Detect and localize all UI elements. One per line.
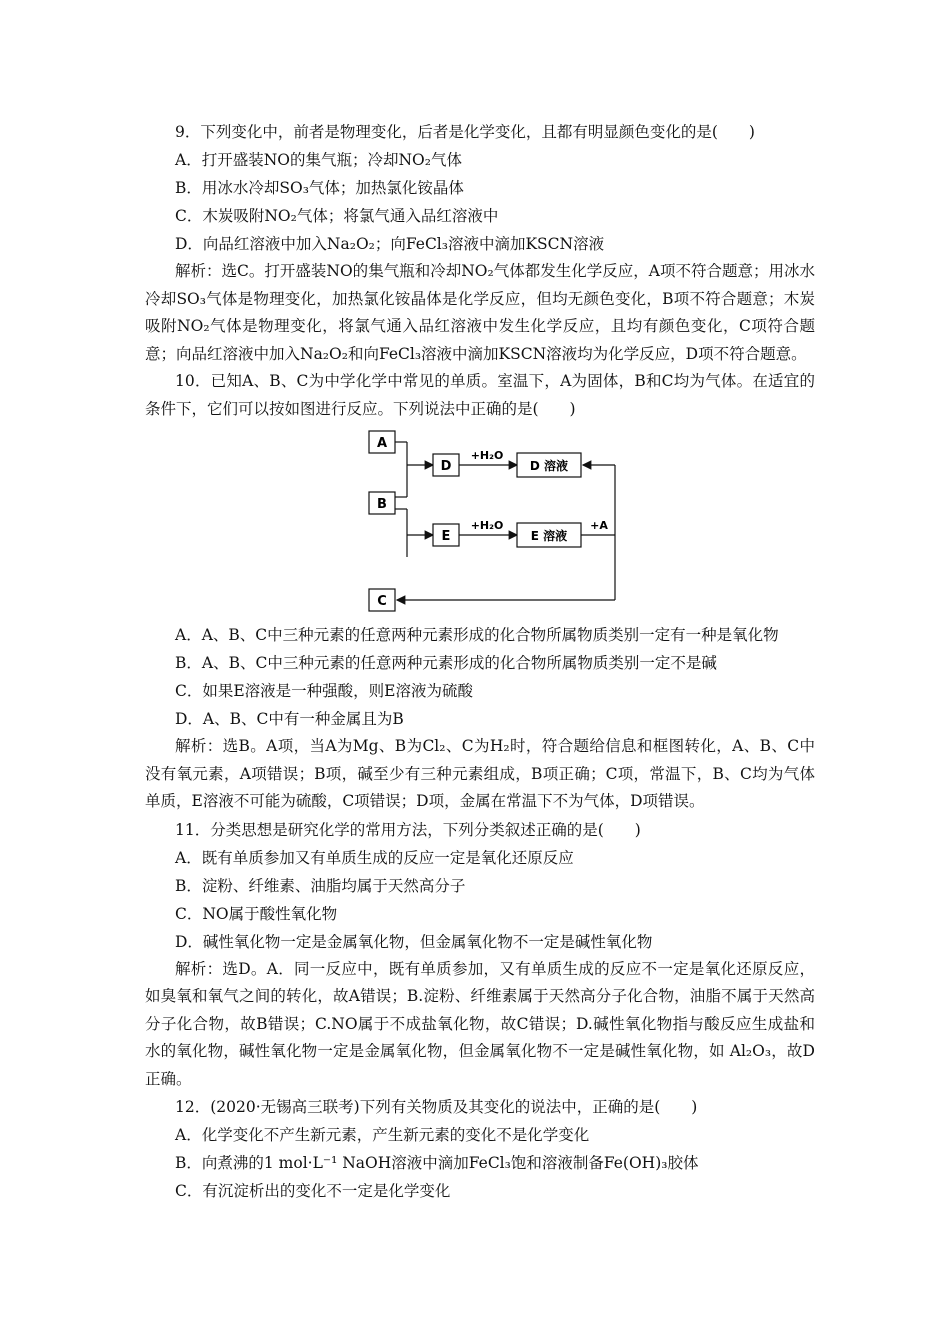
q10-option-a: A．A、B、C中三种元素的任意两种元素形成的化合物所属物质类别一定有一种是氧化物 xyxy=(175,626,779,644)
q9-option-c: C．木炭吸附NO₂气体；将氯气通入品红溶液中 xyxy=(175,207,499,225)
q10-option-b: B．A、B、C中三种元素的任意两种元素形成的化合物所属物质类别一定不是碱 xyxy=(175,654,717,672)
box-c-label: C xyxy=(377,594,387,609)
q10-option-d: D．A、B、C中有一种金属且为B xyxy=(175,710,404,728)
q12-option-b: B．向煮沸的1 mol·L⁻¹ NaOH溶液中滴加FeCl₃饱和溶液制备Fe(OH)₃胶体 xyxy=(175,1154,699,1172)
box-e-solution-label: E 溶液 xyxy=(530,529,568,543)
reaction-flowchart xyxy=(367,429,627,614)
q10-analysis: 解析：选B。A项，当A为Mg、B为Cl₂、C为H₂时，符合题给信息和框图转化，A、B、C中没有氧元素，A项错误；B项，碱至少有三种元素组成，B项正确；C项，常温下，B、C均为气体单质，E溶液不可能为硫酸，C项错误；D项，金属在常温下不为气体，D项错误。 xyxy=(145,737,815,810)
q10-option-c: C．如果E溶液是一种强酸，则E溶液为硫酸 xyxy=(175,682,473,700)
box-d-solution-label: D 溶液 xyxy=(529,459,569,473)
q9-option-b: B．用冰水冷却SO₃气体；加热氯化铵晶体 xyxy=(175,179,464,197)
plus-a-label: +A xyxy=(590,519,608,532)
box-e-label: E xyxy=(441,529,451,544)
q9-analysis: 解析：选C。打开盛装NO的集气瓶和冷却NO₂气体都发生化学反应，A项不符合题意；用冰水冷却SO₃气体是物理变化，加热氯化铵晶体是化学反应，但均无颜色变化，B项不符合题意；木炭吸附NO₂气体是物理变化，将氯气通入品红溶液中发生化学反应，且均有颜色变化，C项符合题意；向品红溶液中加入Na₂O₂和向FeCl₃溶液中滴加KSCN溶液均为化学反应，D项不符合题意。 xyxy=(145,262,815,363)
q11-option-a: A．既有单质参加又有单质生成的反应一定是氧化还原反应 xyxy=(175,848,574,867)
h2o-top-label: +H₂O xyxy=(470,449,504,462)
q9-option-d: D．向品红溶液中加入Na₂O₂；向FeCl₃溶液中滴加KSCN溶液 xyxy=(175,235,605,253)
reaction-diagram xyxy=(145,429,815,617)
q9-stem: 9．下列变化中，前者是物理变化，后者是化学变化，且都有明显颜色变化的是( ) xyxy=(175,123,755,141)
q11-option-c: C．NO属于酸性氧化物 xyxy=(175,904,338,923)
q11-option-d: D．碱性氧化物一定是金属氧化物，但金属氧化物不一定是碱性氧化物 xyxy=(175,932,653,951)
q9-option-a: A．打开盛装NO的集气瓶；冷却NO₂气体 xyxy=(175,151,462,169)
q12-stem: 12．(2020·无锡高三联考)下列有关物质及其变化的说法中，正确的是( ) xyxy=(175,1098,698,1116)
q11-analysis: 解析：选D。A．同一反应中，既有单质参加，又有单质生成的反应不一定是氧化还原反应，如臭氧和氧气之间的转化，故A错误；B.淀粉、纤维素属于天然高分子化合物，油脂不属于天然高分子化合物，故B错误；C.NO属于不成盐氧化物，故C错误；D.碱性氧化物指与酸反应生成盐和水的氧化物，碱性氧化物一定是金属氧化物，但金属氧化物不一定是碱性氧化物，如 Al₂O₃，故D正确。 xyxy=(145,959,815,1088)
q12-option-c: C．有沉淀析出的变化不一定是化学变化 xyxy=(175,1182,451,1200)
q12-option-a: A．化学变化不产生新元素，产生新元素的变化不是化学变化 xyxy=(175,1126,590,1144)
box-a-label: A xyxy=(376,436,388,451)
h2o-bottom-label: +H₂O xyxy=(470,519,504,532)
q11-stem: 11．分类思想是研究化学的常用方法，下列分类叙述正确的是( ) xyxy=(175,820,641,839)
document-page xyxy=(145,118,815,1205)
box-d-label: D xyxy=(440,459,452,474)
q10-stem: 10．已知A、B、C为中学化学中常见的单质。室温下，A为固体，B和C均为气体。在适宜的条件下，它们可以按如图进行反应。下列说法中正确的是( ) xyxy=(145,372,815,418)
q11-option-b: B．淀粉、纤维素、油脂均属于天然高分子 xyxy=(175,876,466,895)
box-b-label: B xyxy=(377,497,387,512)
